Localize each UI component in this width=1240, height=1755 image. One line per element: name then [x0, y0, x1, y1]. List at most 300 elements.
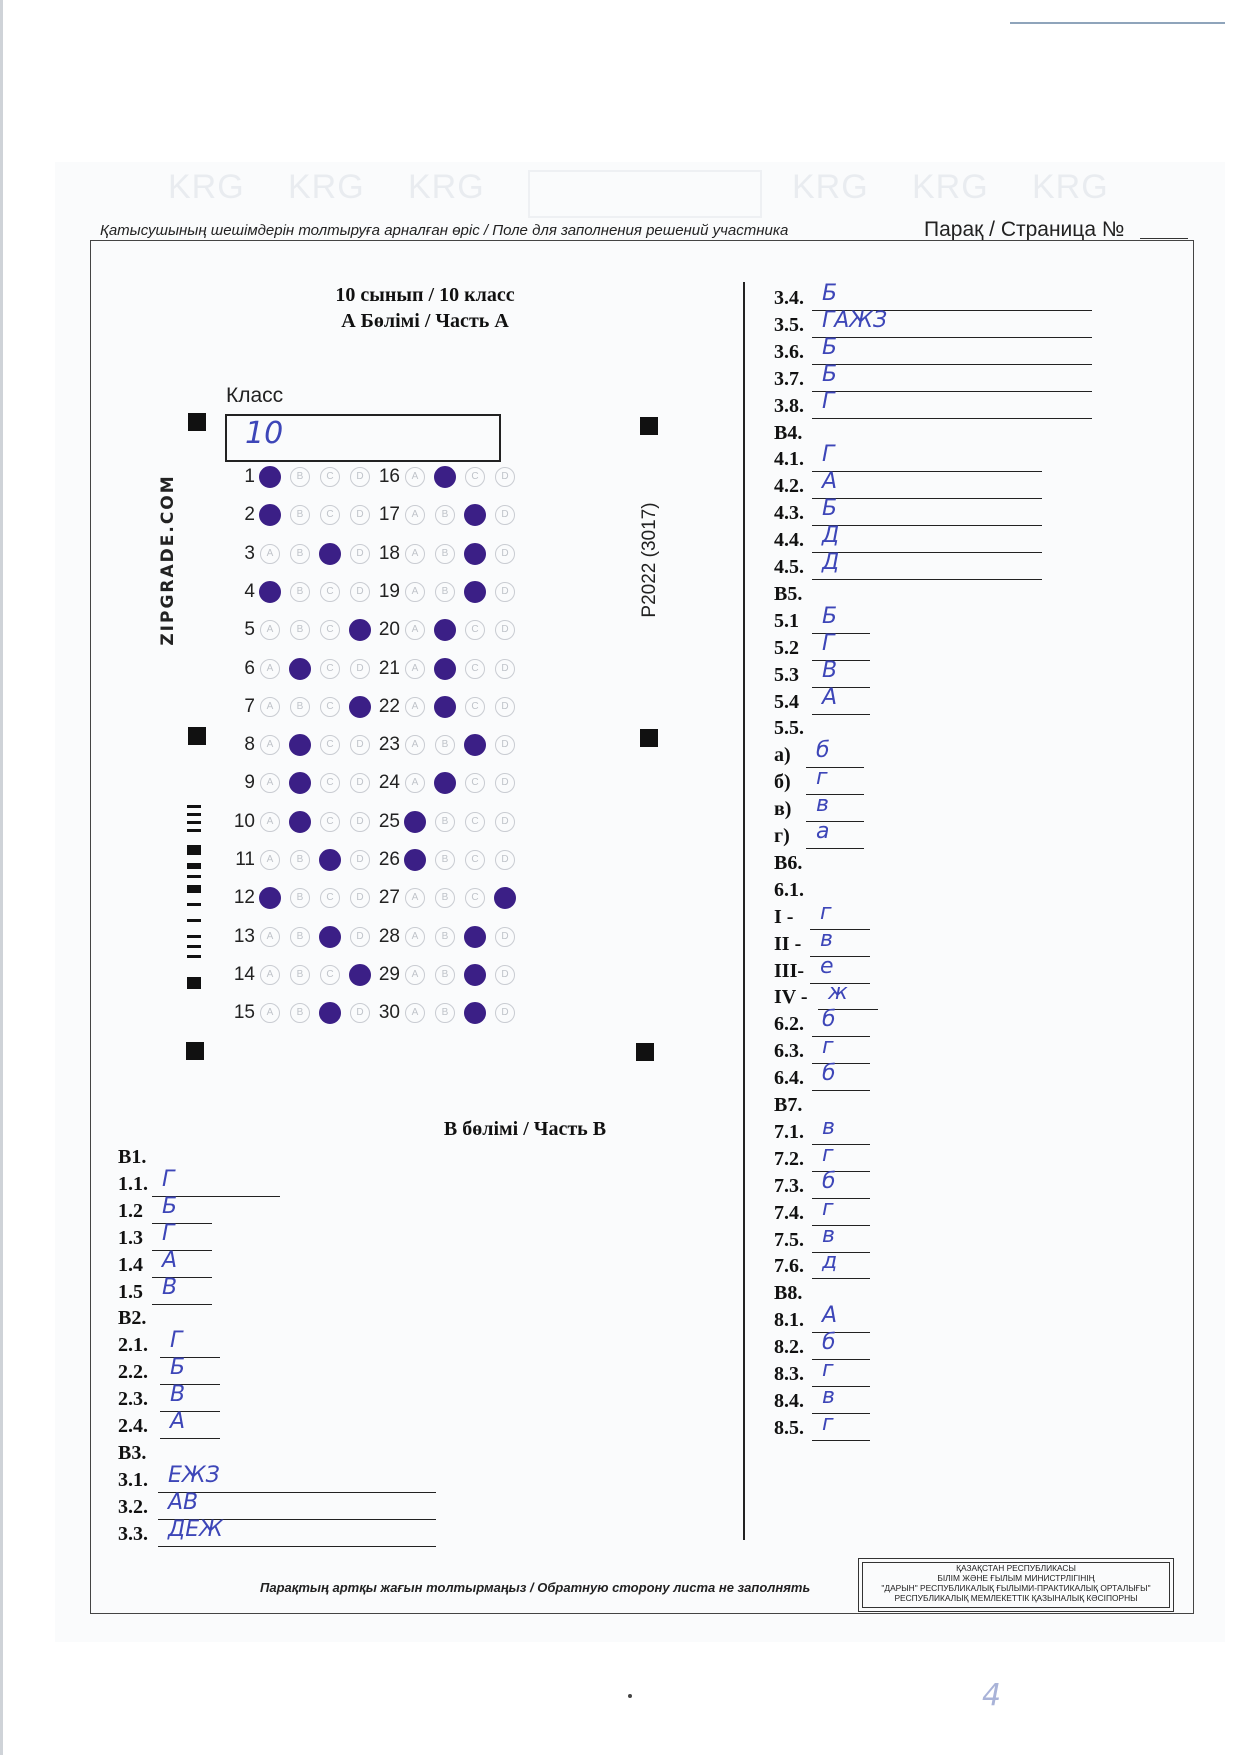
answer-label: 4.1.	[774, 448, 804, 471]
answer-bubble-d[interactable]: D	[495, 850, 515, 870]
section-heading: В5.	[774, 582, 803, 605]
handwritten-answer: Г	[162, 1220, 175, 1246]
answer-bubble-c[interactable]: C	[320, 965, 340, 985]
answer-label: 8.1.	[774, 1309, 804, 1332]
answer-bubble-d[interactable]: D	[495, 659, 515, 679]
answer-label: III-	[774, 959, 805, 982]
answer-label: 2.3.	[118, 1388, 148, 1411]
answer-bubble-a[interactable]: A	[405, 659, 425, 679]
part-a-title: А Бөлімі / Часть А	[341, 310, 509, 332]
answer-bubble-c[interactable]	[464, 734, 486, 756]
answer-bubble-c[interactable]: C	[320, 697, 340, 717]
answer-line[interactable]	[812, 1359, 870, 1360]
answer-label: IV -	[774, 986, 808, 1009]
handwritten-answer: г	[820, 899, 832, 925]
answer-bubble-c[interactable]: C	[465, 467, 485, 487]
answer-bubble-a[interactable]: A	[405, 773, 425, 793]
answer-bubble-a[interactable]: A	[260, 927, 280, 947]
answer-bubble-b[interactable]: B	[435, 505, 455, 525]
answer-bubble-c[interactable]	[464, 581, 486, 603]
answer-bubble-d[interactable]: D	[495, 467, 515, 487]
answer-bubble-a[interactable]: A	[260, 812, 280, 832]
question-number: 24	[378, 772, 400, 794]
answer-label: 1.3	[118, 1226, 143, 1249]
answer-bubble-c[interactable]: C	[465, 697, 485, 717]
answer-label: 1.1.	[118, 1172, 148, 1195]
part-b-title: В бөлімі / Часть В	[443, 1118, 607, 1140]
answer-bubble-c[interactable]	[464, 543, 486, 565]
handwritten-answer: Д	[822, 550, 840, 575]
answer-bubble-d[interactable]: D	[495, 544, 515, 564]
answer-bubble-d[interactable]: D	[495, 927, 515, 947]
answer-bubble-d[interactable]: D	[350, 850, 370, 870]
answer-bubble-a[interactable]	[404, 849, 426, 871]
handwritten-answer: б	[816, 738, 830, 764]
section-heading: 5.5.	[774, 717, 804, 740]
answer-line[interactable]	[812, 552, 1042, 553]
watermark: KRG	[912, 168, 989, 206]
answer-line[interactable]	[152, 1223, 212, 1224]
column-divider	[743, 282, 745, 1540]
answer-label: 3.7.	[774, 367, 804, 390]
section-heading: В2.	[118, 1307, 147, 1330]
answer-line[interactable]	[812, 525, 1042, 526]
answer-label: 7.1.	[774, 1120, 804, 1143]
handwritten-answer: В	[822, 657, 838, 683]
handwritten-answer: г	[822, 1410, 834, 1436]
handwritten-answer: г	[822, 1034, 834, 1060]
section-heading: В1.	[118, 1146, 147, 1168]
answer-label: 7.5.	[774, 1228, 804, 1251]
handwritten-answer: В	[162, 1274, 178, 1300]
answer-line[interactable]	[812, 1036, 870, 1037]
answer-bubble-c[interactable]: C	[320, 582, 340, 602]
answer-label: 7.2.	[774, 1147, 804, 1170]
answer-label: 3.6.	[774, 340, 804, 363]
answer-label: 4.2.	[774, 475, 804, 498]
answer-line[interactable]	[812, 633, 870, 634]
answer-line[interactable]	[812, 364, 1092, 365]
answer-label: 2.1.	[118, 1334, 148, 1357]
answer-bubble-a[interactable]: A	[260, 544, 280, 564]
answer-line[interactable]	[812, 714, 870, 715]
answer-bubble-c[interactable]: C	[465, 850, 485, 870]
answer-bubble-b[interactable]: B	[290, 697, 310, 717]
answer-line[interactable]	[812, 1440, 870, 1441]
answer-bubble-d[interactable]: D	[495, 965, 515, 985]
watermark: KRG	[1032, 168, 1109, 206]
handwritten-answer: Б	[822, 603, 838, 629]
question-number: 4	[244, 580, 255, 602]
answer-bubble-d[interactable]: D	[350, 1003, 370, 1023]
answer-line[interactable]	[812, 1171, 870, 1172]
answer-bubble-a[interactable]: A	[260, 773, 280, 793]
question-number: 15	[233, 1002, 255, 1024]
handwritten-answer: б	[822, 1061, 836, 1087]
answer-bubble-b[interactable]: B	[290, 544, 310, 564]
footer-note: Парақтың артқы жағын толтырмаңыз / Обратную сторону листа не заполнять	[260, 1580, 811, 1595]
class-label: Класс	[226, 384, 284, 407]
answer-line[interactable]	[812, 1063, 870, 1064]
question-number: 20	[378, 619, 400, 641]
answer-line[interactable]	[812, 471, 1042, 472]
answer-label: 8.2.	[774, 1336, 804, 1359]
answer-label: б)	[774, 771, 791, 794]
answer-line[interactable]	[812, 498, 1042, 499]
answer-label: 4.5.	[774, 556, 804, 578]
answer-label: 8.3.	[774, 1363, 804, 1385]
question-number: 5	[244, 619, 255, 641]
answer-label: 5.4	[774, 690, 799, 713]
handwritten-answer: А	[822, 1303, 838, 1329]
answer-bubble-b[interactable]: B	[290, 1003, 310, 1023]
question-number: 29	[378, 963, 400, 985]
answer-label: 1.4	[118, 1253, 143, 1276]
question-number: 21	[378, 657, 400, 679]
answer-line[interactable]	[160, 1384, 220, 1385]
answer-label: в)	[774, 798, 792, 821]
answer-line[interactable]	[810, 929, 870, 930]
handwritten-answer: А	[170, 1409, 186, 1434]
handwritten-answer: А	[162, 1247, 178, 1273]
answer-bubble-c[interactable]: C	[320, 812, 340, 832]
answer-bubble-a[interactable]: A	[405, 1003, 425, 1023]
answer-label: 1.2	[118, 1199, 143, 1222]
answer-label: 6.3.	[774, 1040, 804, 1063]
answer-bubble-a[interactable]: A	[260, 965, 280, 985]
answer-line[interactable]	[812, 687, 870, 688]
answer-bubble-b[interactable]	[434, 658, 456, 680]
answer-bubble-d[interactable]: D	[350, 467, 370, 487]
answer-bubble-a[interactable]: A	[260, 659, 280, 679]
answer-label: 6.2.	[774, 1013, 804, 1036]
section-heading: В7.	[774, 1094, 803, 1116]
answer-bubble-c[interactable]: C	[465, 773, 485, 793]
answer-label: 8.4.	[774, 1389, 804, 1412]
answer-bubble-c[interactable]: C	[465, 659, 485, 679]
answer-label: II -	[774, 932, 802, 955]
answer-bubble-a[interactable]: A	[405, 620, 425, 640]
answer-bubble-c[interactable]: C	[320, 505, 340, 525]
answer-line[interactable]	[806, 767, 864, 768]
section-heading: В6.	[774, 851, 803, 874]
answer-bubble-d[interactable]: D	[495, 812, 515, 832]
answer-bubble-d[interactable]: D	[350, 773, 370, 793]
answer-line[interactable]	[810, 956, 870, 957]
scan-dot	[628, 1694, 632, 1698]
answer-line[interactable]	[160, 1438, 220, 1439]
handwritten-answer: Г	[822, 442, 835, 468]
answer-bubble-a[interactable]: A	[260, 697, 280, 717]
question-number: 18	[378, 542, 400, 564]
answer-line[interactable]	[806, 794, 864, 795]
answer-bubble-b[interactable]: B	[290, 850, 310, 870]
answer-bubble-d[interactable]	[349, 696, 371, 718]
answer-bubble-a[interactable]: A	[405, 697, 425, 717]
answer-bubble-d[interactable]: D	[350, 544, 370, 564]
handwritten-answer: б	[822, 1007, 836, 1033]
question-number: 16	[378, 466, 400, 487]
question-number: 23	[378, 734, 400, 756]
answer-bubble-a[interactable]: A	[405, 888, 425, 908]
answer-bubble-b[interactable]: B	[290, 888, 310, 908]
stamp-line: ҚАЗАҚСТАН РЕСПУБЛИКАСЫ	[956, 1563, 1076, 1573]
handwritten-answer: А	[822, 469, 838, 495]
answer-line[interactable]	[158, 1492, 436, 1493]
answer-bubble-c[interactable]: C	[320, 735, 340, 755]
form-code: P2022 (3017)	[639, 502, 660, 618]
answer-bubble-b[interactable]	[434, 466, 456, 488]
handwritten-answer: ж	[828, 980, 848, 1006]
answer-bubble-a[interactable]: A	[405, 467, 425, 487]
answer-line[interactable]	[806, 848, 864, 849]
answer-line[interactable]	[812, 1198, 870, 1199]
answer-label: 1.5	[118, 1280, 143, 1303]
answer-bubble-a[interactable]: A	[405, 927, 425, 947]
answer-label: 8.5.	[774, 1416, 804, 1439]
handwritten-answer: в	[822, 1222, 835, 1248]
handwritten-answer: а	[816, 819, 830, 844]
answer-label: 4.3.	[774, 502, 804, 525]
answer-bubble-c[interactable]	[319, 926, 341, 948]
section-heading: В8.	[774, 1282, 803, 1305]
answer-bubble-c[interactable]	[319, 849, 341, 871]
answer-line[interactable]	[812, 1090, 870, 1091]
answer-bubble-b[interactable]	[289, 734, 311, 756]
handwritten-answer: г	[822, 1141, 834, 1167]
handwritten-answer: в	[822, 1383, 835, 1409]
registration-marker	[640, 729, 658, 747]
scan-top-edge	[1010, 22, 1225, 24]
answer-bubble-c[interactable]: C	[320, 888, 340, 908]
answer-bubble-d[interactable]	[349, 964, 371, 986]
answer-bubble-b[interactable]: B	[435, 965, 455, 985]
answer-bubble-c[interactable]: C	[465, 620, 485, 640]
question-number: 8	[244, 734, 255, 756]
handwritten-answer: Б	[822, 361, 838, 387]
answer-label: I -	[774, 905, 794, 928]
handwritten-answer: в	[816, 792, 829, 818]
answer-bubble-b[interactable]: B	[435, 582, 455, 602]
handwritten-answer: б	[822, 1330, 836, 1356]
handwritten-answer: Б	[170, 1355, 186, 1381]
answer-bubble-b[interactable]: B	[290, 467, 310, 487]
answer-bubble-a[interactable]: A	[260, 735, 280, 755]
section-heading: В3.	[118, 1441, 147, 1464]
handwritten-answer: А	[822, 684, 838, 710]
handwritten-answer: г	[822, 1357, 834, 1382]
answer-bubble-d[interactable]: D	[350, 582, 370, 602]
answer-line[interactable]	[152, 1250, 212, 1251]
answer-bubble-c[interactable]: C	[320, 659, 340, 679]
answer-label: 3.3.	[118, 1522, 148, 1545]
answer-bubble-b[interactable]: B	[290, 620, 310, 640]
handwritten-answer: Д	[822, 523, 840, 549]
answer-bubble-b[interactable]	[434, 696, 456, 718]
answer-line[interactable]	[806, 821, 864, 822]
answer-bubble-d[interactable]: D	[495, 773, 515, 793]
answer-label: 5.3	[774, 663, 799, 686]
question-number: 10	[233, 810, 255, 832]
handwritten-answer: Б	[822, 334, 838, 360]
answer-label: 3.8.	[774, 394, 804, 417]
section-heading: 6.1.	[774, 878, 804, 901]
question-number: 11	[235, 849, 255, 870]
answer-line[interactable]	[812, 337, 1092, 338]
handwritten-answer: В	[170, 1382, 186, 1408]
handwritten-answer: б	[822, 1168, 836, 1194]
answer-bubble-b[interactable]: B	[435, 888, 455, 908]
question-number: 28	[378, 925, 400, 947]
answer-bubble-a[interactable]: A	[260, 620, 280, 640]
answer-line[interactable]	[812, 1278, 870, 1279]
answer-bubble-b[interactable]: B	[435, 850, 455, 870]
stamp-line: "ДАРЫН" РЕСПУБЛИКАЛЫҚ ҒЫЛЫМИ-ПРАКТИКАЛЫҚ ОРТАЛЫҒЫ"	[881, 1583, 1151, 1593]
answer-bubble-d[interactable]: D	[350, 505, 370, 525]
answer-label: 3.5.	[774, 313, 804, 336]
answer-label: 3.1.	[118, 1468, 148, 1491]
answer-bubble-b[interactable]: B	[435, 812, 455, 832]
page-mark: 4	[982, 1678, 1002, 1713]
institution-stamp	[858, 1558, 1174, 1612]
answer-line[interactable]	[152, 1304, 212, 1305]
answer-line[interactable]	[812, 1225, 870, 1226]
answer-bubble-b[interactable]	[289, 811, 311, 833]
answer-bubble-d[interactable]: D	[350, 927, 370, 947]
handwritten-answer: ДЕЖ	[168, 1516, 223, 1542]
registration-marker	[188, 727, 206, 745]
answer-bubble-a[interactable]: A	[405, 735, 425, 755]
answer-line[interactable]	[812, 391, 1092, 392]
question-number: 6	[244, 657, 255, 679]
handwritten-answer: АВ	[168, 1489, 199, 1515]
answer-label: 5.1	[774, 609, 799, 632]
answer-bubble-a[interactable]: A	[405, 582, 425, 602]
answer-bubble-c[interactable]	[464, 964, 486, 986]
answer-bubble-d[interactable]: D	[495, 1003, 515, 1023]
handwritten-answer: ГАЖЗ	[822, 307, 888, 333]
answer-bubble-d[interactable]: D	[350, 659, 370, 679]
answer-line[interactable]	[812, 1252, 870, 1253]
answer-line[interactable]	[812, 1413, 870, 1414]
answer-bubble-d[interactable]: D	[350, 888, 370, 908]
handwritten-answer: в	[822, 1114, 835, 1140]
answer-line[interactable]	[160, 1357, 220, 1358]
answer-bubble-b[interactable]: B	[435, 927, 455, 947]
question-number: 2	[244, 504, 255, 526]
answer-label: 4.4.	[774, 529, 804, 552]
answer-label: 3.2.	[118, 1495, 148, 1518]
question-number: 1	[244, 466, 255, 487]
question-number: 9	[244, 772, 255, 794]
barcode	[187, 805, 203, 990]
answer-bubble-c[interactable]: C	[320, 620, 340, 640]
answer-bubble-a[interactable]: A	[405, 544, 425, 564]
answer-label: 5.2	[774, 636, 799, 659]
answer-line[interactable]	[812, 1332, 870, 1333]
handwritten-answer: Б	[822, 281, 838, 306]
answer-label: а)	[774, 744, 791, 767]
answer-bubble-b[interactable]: B	[435, 544, 455, 564]
answer-bubble-a[interactable]	[259, 466, 281, 488]
question-number: 19	[378, 580, 400, 602]
question-number: 3	[244, 542, 255, 564]
answer-line[interactable]	[160, 1411, 220, 1412]
handwritten-answer: г	[816, 765, 828, 791]
answer-bubble-c[interactable]: C	[465, 812, 485, 832]
registration-marker	[640, 417, 658, 435]
answer-line[interactable]	[812, 660, 870, 661]
watermark: KRG	[168, 168, 245, 206]
handwritten-answer: е	[820, 953, 834, 979]
answer-bubble-a[interactable]: A	[260, 1003, 280, 1023]
answer-label: 7.6.	[774, 1255, 804, 1278]
grade-title: 10 сынып / 10 класс	[335, 284, 515, 306]
question-number: 27	[378, 887, 400, 909]
answer-bubble-d[interactable]: D	[495, 697, 515, 717]
answer-label: 2.4.	[118, 1415, 148, 1437]
answer-bubble-b[interactable]: B	[290, 965, 310, 985]
watermark: KRG	[792, 168, 869, 206]
answer-bubble-d[interactable]: D	[495, 620, 515, 640]
answer-bubble-b[interactable]: B	[435, 1003, 455, 1023]
handwritten-answer: ЕЖЗ	[168, 1462, 220, 1488]
answer-bubble-c[interactable]: C	[320, 773, 340, 793]
answer-bubble-d[interactable]: D	[350, 812, 370, 832]
answer-label: 7.4.	[774, 1201, 804, 1224]
answer-bubble-d[interactable]: D	[350, 735, 370, 755]
answer-line[interactable]	[812, 1386, 870, 1387]
handwritten-answer: Г	[822, 630, 835, 656]
registration-marker	[636, 1043, 654, 1061]
zipgrade-label: ZIPGRADE.COM	[158, 474, 178, 646]
answer-bubble-a[interactable]: A	[260, 850, 280, 870]
answer-bubble-c[interactable]: C	[320, 467, 340, 487]
section-heading: В4.	[774, 421, 803, 444]
handwritten-answer: д	[822, 1249, 838, 1275]
handwritten-answer: Б	[162, 1193, 178, 1219]
answer-bubble-b[interactable]: B	[290, 505, 310, 525]
answer-bubble-c[interactable]	[464, 926, 486, 948]
watermark-box	[528, 170, 762, 218]
handwritten-answer: в	[820, 926, 833, 952]
answer-line[interactable]	[812, 418, 1092, 419]
question-number: 25	[378, 810, 400, 832]
answer-bubble-c[interactable]	[319, 543, 341, 565]
answer-bubble-d[interactable]: D	[495, 735, 515, 755]
page-number-field[interactable]	[1140, 238, 1188, 239]
answer-label: 6.4.	[774, 1067, 804, 1090]
answer-bubble-a[interactable]	[404, 811, 426, 833]
answer-line[interactable]	[812, 1144, 870, 1145]
answer-bubble-d[interactable]: D	[495, 505, 515, 525]
question-number: 13	[233, 925, 255, 947]
answer-bubble-a[interactable]	[259, 581, 281, 603]
answer-bubble-b[interactable]: B	[290, 582, 310, 602]
answer-line[interactable]	[812, 579, 1042, 580]
answer-line[interactable]	[152, 1277, 212, 1278]
answer-bubble-d[interactable]: D	[495, 582, 515, 602]
answer-bubble-a[interactable]: A	[405, 965, 425, 985]
answer-bubble-c[interactable]: C	[465, 888, 485, 908]
answer-bubble-a[interactable]: A	[405, 505, 425, 525]
handwritten-answer: Г	[162, 1166, 175, 1192]
answer-bubble-b[interactable]: B	[290, 927, 310, 947]
stamp-line: БІЛІМ ЖӘНЕ ҒЫЛЫМ МИНИСТРЛІГІНІҢ	[937, 1573, 1095, 1583]
answer-bubble-b[interactable]	[289, 658, 311, 680]
answer-line[interactable]	[158, 1546, 436, 1547]
answer-bubble-b[interactable]: B	[435, 735, 455, 755]
